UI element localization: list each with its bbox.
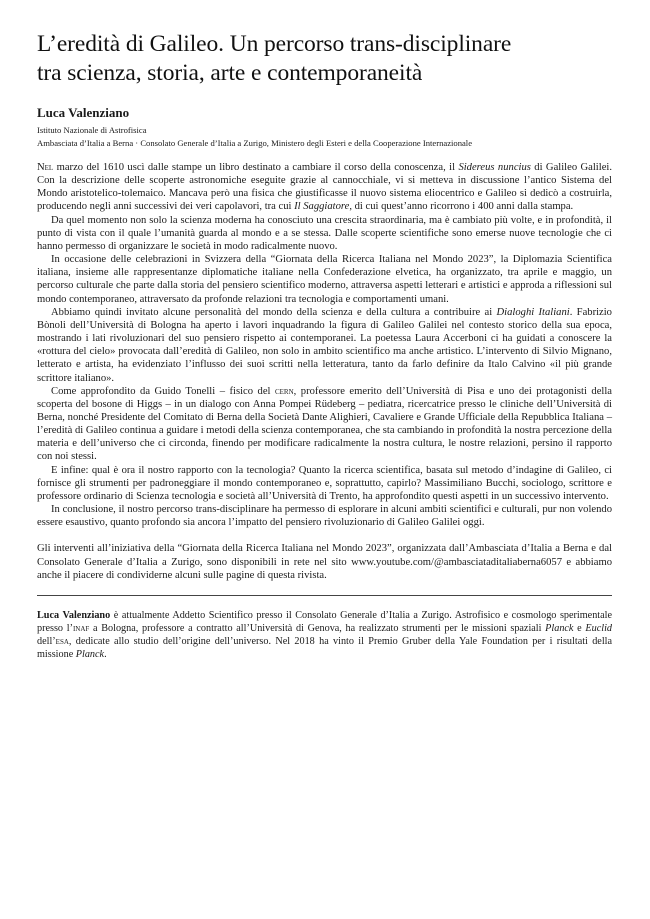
cern-acronym: cern (274, 385, 294, 397)
article-body (37, 161, 612, 529)
paragraph-5-text-a: Come approfondito da Guido Tonelli – fisico del (51, 385, 275, 397)
article-title (37, 30, 612, 88)
paragraph-3: In occasione delle celebrazioni in Svizzera della “Giornata della Ricerca Italiana nel Mondo 2023”, la Diplomazia Scientifica italiana, insieme alle rappresentanze diplomatiche italiane nella Confederazione elvetica, ha organizzato, tra aprile e maggio, un percorso culturale che parte dalla storia del pensiero scientifico moderno, attraversa aspetti letterari e artistici e approda a riflessioni sul mondo contemporaneo, attraversato da profonde relazioni tra tecnologia e comportamenti umani. (37, 254, 612, 305)
bio-separator (37, 595, 612, 596)
title-line-2: tra scienza, storia, arte e contemporaneità (37, 60, 423, 86)
bio-text-d: dell’ (37, 635, 56, 647)
paragraph-2: Da quel momento non solo la scienza moderna ha conosciuto una crescita straordinaria, ma è cambiato più volte, e in profondità, il punto di vista con il quale l’umanità guarda al mondo e a se stessa. Dalle scoperte scientifiche sono emerse nuove tecnologie che ci hanno permesso di organizzare le società in modo radicalmente nuovo. (37, 214, 612, 252)
spacer (37, 529, 612, 542)
inaf-acronym: inaf (72, 622, 90, 634)
affiliation-institute: Istituto Nazionale di Astrofisica (37, 125, 147, 135)
author-name: Luca Valenziano (37, 105, 130, 120)
bio-text-f: . (104, 648, 107, 660)
bio-text-a: è attualmente Addetto Scientifico presso il Consolato Generale d’Italia a Zurigo. Astrofisico e cosmologo sperimentale presso l’ (37, 609, 612, 634)
paragraph-1 (37, 161, 612, 214)
paragraph-5 (37, 385, 612, 464)
article-page (37, 30, 612, 661)
youtube-note: Gli interventi all’iniziativa della “Giornata della Ricerca Italiana nel Mondo 2023”, organizzata dall’Ambasciata d’Italia a Berna e dal Consolato Generale d’Italia a Zurigo, sono disponibili in rete nel sito www.youtube.com/@ambasciataditaliaberna6057 e abbiamo anche il piacere di condividerne alcuni sulle pagine di questa rivista. (37, 543, 612, 581)
author-bio (37, 609, 612, 661)
book-title-sidereus: Sidereus nuncius (458, 162, 531, 173)
bio-author-name: Luca Valenziano (37, 609, 111, 621)
lead-in-word: Nel (37, 162, 54, 173)
paragraph-1-text-a: marzo del 1610 uscì dalle stampe un libro destinato a cambiare il corso della conoscenza, il (53, 162, 459, 173)
planck-mission: Planck (545, 622, 574, 634)
bio-text-c: e (573, 622, 586, 634)
affiliation-embassy: Ambasciata d’Italia a Berna · Consolato Generale d’Italia a Zurigo, Ministero degli Esteri e della Cooperazione Internazionale (37, 138, 473, 148)
paragraph-1-text-c: , di cui quest’anno ricorrono i 400 anni dalla stampa. (349, 201, 574, 213)
title-line-1: L’eredità di Galileo. Un percorso trans-disciplinare (37, 31, 512, 57)
paragraph-5-text-b: , professore emerito dell’Università di Pisa e uno dei protagonisti della scoperta del bosone di Higgs – in un dialogo con Anna Pompei Rüdeberg – pediatra, ricercatrice presso le cliniche dell’Università di Berna, nonché Presidente del Comitato di Berna della Società Dante Alighieri, Cavaliere e Grande Ufficiale della Repubblica Italiana – l’eredità di Galileo continua a guidare i metodi della scienza contemporanea, che sta cambiando in profondità la nostra percezione della materia e dell’universo che ci circonda, finendo per modificare radicalmente la nostra cultura, le nostre relazioni, persino il rapporto con noi stessi. (37, 385, 612, 463)
paragraph-4-text-b: . Fabrizio Bònoli dell’Università di Bologna ha aperto i lavori inquadrando la figura di Galileo Galilei nel contesto storico della sua epoca, mostrando i lati rivoluzionari del suo pensiero rispetto ai contemporanei. La poetessa Laura Accerboni ci ha guidati a conoscere la «rottura del cielo» provocata dall’eredità di Galileo, non solo in ambito scientifico ma anche artistico. L’intervento di Silvio Mignano, letterato e artista, ha evidenziato l’influsso dei suoi scritti nella letteratura, tanto da farlo definire da Italo Calvino «il più grande scrittore italiano». (37, 306, 612, 384)
paragraph-4 (37, 306, 612, 385)
book-title-saggiatore: Il Saggiatore (294, 201, 350, 213)
esa-acronym: esa (55, 635, 69, 647)
bio-text-e: , dedicate allo studio dell’origine dell’universo. Nel 2018 ha vinto il Premio Gruber della Yale Foundation per i risultati della missione (37, 635, 612, 660)
paragraph-1-text-b: di Galileo Galilei. Con la descrizione delle scoperte astronomiche eseguite grazie al cannocchiale, vi si metteva in discussione l’antico Sistema del Mondo aristotelico-tolemaico. Mancava però una fisica che giustificasse il nuovo sistema eliocentrico e Galileo si dedicò a costruirla, producendo negli anni successivi dei veri capolavori, tra cui (37, 162, 612, 213)
paragraph-6: E infine: qual è ora il nostro rapporto con la tecnologia? Quanto la ricerca scientifica, basata sul metodo d’indagine di Galileo, ci fornisce gli strumenti per padroneggiare il mondo contemporaneo e, soprattutto, capirlo? Massimiliano Bucchi, sociologo, scrittore e professore ordinario di Scienza tecnologia e società all’Università di Trento, ha approfondito questi aspetti in un successivo intervento. (37, 464, 612, 502)
paragraph-4-text-a: Abbiamo quindi invitato alcune personalità del mondo della scienza e della cultura a contribuire ai (51, 306, 497, 318)
paragraph-7: In conclusione, il nostro percorso trans-disciplinare ha permesso di esplorare in alcuni ambiti scientifici e culturali, pur non volendo essere esaustivo, quanto profondo sia ancora l’impatto del pensiero rivoluzionario di Galileo Galilei oggi. (37, 504, 612, 529)
planck-mission-2: Planck (75, 648, 105, 660)
euclid-mission: Euclid (585, 622, 612, 634)
bio-text-b: a Bologna, professore a contratto all’Università di Genova, ha realizzato strumenti per le missioni spaziali (89, 622, 546, 634)
dialoghi-title: Dialoghi Italiani (496, 306, 570, 318)
